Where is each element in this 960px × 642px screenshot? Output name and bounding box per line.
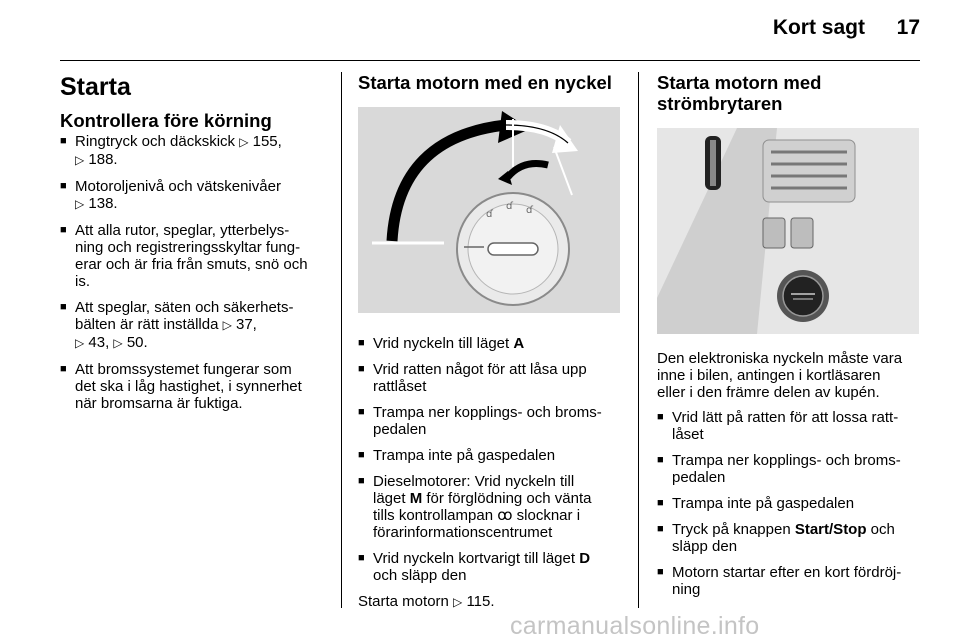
column-start-checks xyxy=(60,72,330,421)
inline-text: 138. xyxy=(84,195,118,212)
watermark: carmanualsonline.info xyxy=(510,612,760,640)
inline-text: 115. xyxy=(462,593,495,610)
inline-text: Trampa ner kopplings- och broms- xyxy=(373,404,602,421)
inline-text: släpp den xyxy=(672,538,738,555)
inline-text: Motorn startar efter en kort fördröj- xyxy=(672,564,902,581)
start-steps xyxy=(358,335,630,584)
lock-position-mark: ɗ xyxy=(506,201,513,212)
inline-text: förarinformationscentrumet xyxy=(373,524,553,541)
inline-text: för förglödning och vänta xyxy=(422,490,592,507)
list-item xyxy=(358,335,630,352)
column-divider-1 xyxy=(341,72,342,608)
inline-text: ning och registreringsskyltar fung- xyxy=(75,239,301,256)
start-stop-illustration xyxy=(657,128,919,334)
page-reference-icon: ▷ xyxy=(75,336,85,350)
inline-text: när bromsarna är fuktiga. xyxy=(75,395,243,412)
reference-line-2 xyxy=(554,147,572,195)
list-item xyxy=(657,564,923,598)
column-divider-2 xyxy=(638,72,639,608)
inline-bold: A xyxy=(513,335,525,352)
section-subtitle: Kontrollera före körning xyxy=(60,110,272,131)
inline-text: 155, xyxy=(248,133,282,150)
ignition-diagram-svg xyxy=(358,107,620,313)
list-item xyxy=(60,133,330,169)
vent-frame xyxy=(763,140,855,202)
card-reader-shine xyxy=(710,140,716,186)
inline-text: 50. xyxy=(122,334,148,351)
header-title: Kort sagt xyxy=(772,16,865,39)
inline-text: Vrid lätt på ratten för att lossa ratt- xyxy=(672,409,899,426)
page-reference-icon: ▷ xyxy=(113,336,123,350)
inline-text: det ska i låg hastighet, i synnerhet xyxy=(75,378,302,395)
inline-text: Vrid nyckeln kortvarigt till läget xyxy=(373,550,580,567)
inline-text: Trampa ner kopplings- och broms- xyxy=(672,452,901,469)
start-stop-button xyxy=(783,276,823,316)
inline-text: Vrid ratten något för att låsa upp xyxy=(373,361,587,378)
inline-text: Att speglar, säten och säkerhets- xyxy=(75,299,294,316)
list-item xyxy=(60,178,330,213)
inline-text: bälten är rätt inställda xyxy=(75,316,223,333)
dashboard-svg xyxy=(657,128,919,334)
page-reference-icon: ▷ xyxy=(453,595,463,609)
header-rule xyxy=(60,60,920,61)
list-item xyxy=(657,452,923,486)
inline-text: Trampa inte på gaspedalen xyxy=(672,495,855,512)
switch-left xyxy=(763,218,785,248)
inline-text: 188. xyxy=(84,151,118,168)
column-start-key xyxy=(358,72,630,611)
inline-text: 37, xyxy=(231,316,257,333)
inline-text: Starta motorn xyxy=(358,593,454,610)
inline-text: Tryck på knappen xyxy=(672,521,795,538)
inline-text: Trampa inte på gaspedalen xyxy=(373,447,556,464)
list-item xyxy=(358,473,630,541)
list-item xyxy=(657,495,923,512)
inline-text: Att alla rutor, speglar, ytterbelys- xyxy=(75,222,290,239)
list-item xyxy=(60,361,330,412)
air-vent xyxy=(763,140,855,202)
list-item xyxy=(60,222,330,290)
page-reference-icon: ▷ xyxy=(222,318,232,332)
inline-text: ning xyxy=(672,581,701,598)
start-steps xyxy=(657,409,923,598)
list-item xyxy=(657,521,923,555)
list-item xyxy=(60,299,330,352)
page-reference-icon: ▷ xyxy=(239,135,249,149)
inline-text: Ringtryck och däckskick xyxy=(75,133,240,150)
inline-bold: M xyxy=(409,490,423,507)
page-number: 17 xyxy=(896,16,920,39)
inline-bold: Start/Stop xyxy=(794,521,867,538)
list-item xyxy=(358,447,630,464)
inline-text: is. xyxy=(75,273,90,290)
inline-text: pedalen xyxy=(672,469,726,486)
lock-position-mark: ɗ xyxy=(486,209,493,220)
section-title: Starta motorn med strömbrytaren xyxy=(657,72,822,114)
inline-text: och xyxy=(866,521,895,538)
key-slot xyxy=(488,243,538,255)
list-item xyxy=(358,550,630,584)
inline-text: Dieselmotorer: Vrid nyckeln till xyxy=(373,473,575,490)
page-reference-icon: ▷ xyxy=(75,153,85,167)
inline-text: 43, xyxy=(84,334,114,351)
ignition-key-illustration xyxy=(358,107,620,313)
page-reference-icon: ▷ xyxy=(75,197,85,211)
section-title: Starta motorn med en nyckel xyxy=(358,72,612,93)
inline-text: tills kontrollampan xyxy=(373,507,498,524)
inline-text: pedalen xyxy=(373,421,427,438)
intro-paragraph: Den elektroniska nyckeln måste vara inne i bilen, antingen i kortläsaren eller i den främre delen av kupén. xyxy=(657,350,903,401)
start-reference xyxy=(358,593,630,611)
inline-text: slocknar i xyxy=(512,507,581,524)
lock-position-mark: ɗ xyxy=(526,205,533,216)
inline-text: Motoroljenivå och vätskenivåer xyxy=(75,178,281,195)
inline-text: Att bromssystemet fungerar som xyxy=(75,361,292,378)
section-title: Starta xyxy=(60,73,131,101)
inline-text: låset xyxy=(672,426,704,443)
inline-text: rattlåset xyxy=(373,378,427,395)
inline-text: läget xyxy=(373,490,410,507)
inline-text: och släpp den xyxy=(373,567,467,584)
glow-plug-icon: ꝏ xyxy=(497,507,513,524)
list-item xyxy=(358,361,630,395)
inline-text: erar och är fria från smuts, snö och xyxy=(75,256,308,273)
checklist xyxy=(60,133,330,412)
inline-bold: D xyxy=(579,550,591,567)
column-start-button xyxy=(657,72,923,607)
inline-text: Vrid nyckeln till läget xyxy=(373,335,514,352)
switch-right xyxy=(791,218,813,248)
list-item xyxy=(358,404,630,438)
list-item xyxy=(657,409,923,443)
